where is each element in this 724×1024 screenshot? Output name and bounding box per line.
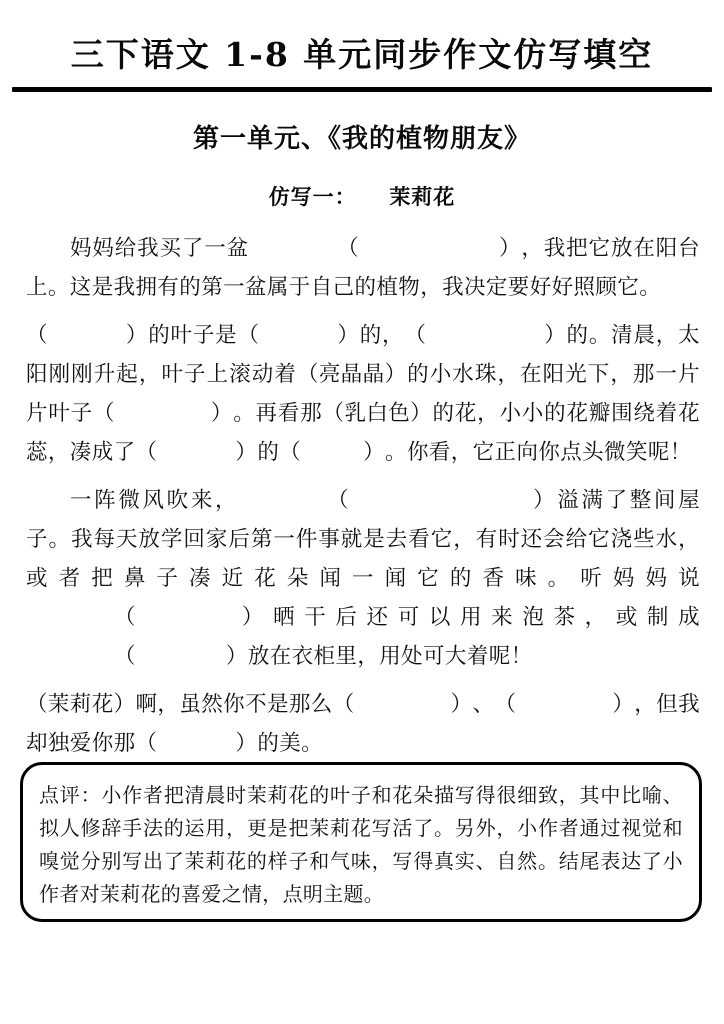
open-paren: （ bbox=[327, 488, 350, 514]
close-paren: ） bbox=[210, 401, 233, 427]
close-paren: ） bbox=[241, 605, 264, 631]
fill-in-blank[interactable] bbox=[239, 481, 555, 520]
open-paren: （ bbox=[322, 401, 345, 427]
fill-in-blank[interactable] bbox=[136, 433, 258, 472]
open-paren: （ bbox=[135, 440, 158, 466]
fill-in-blank[interactable] bbox=[26, 637, 248, 676]
fill-in-blank[interactable] bbox=[279, 433, 385, 472]
fill-in-blank[interactable] bbox=[237, 316, 359, 355]
open-paren: （ bbox=[494, 692, 517, 718]
paragraph-text: 妈妈给我买了一盆 bbox=[70, 236, 250, 262]
filled-answer bbox=[323, 394, 433, 433]
composition-body bbox=[26, 211, 700, 763]
title-divider bbox=[12, 87, 712, 92]
open-paren: （ bbox=[404, 323, 427, 349]
paragraph-text: ，但我却独爱你那 bbox=[26, 692, 700, 757]
page-title: 三下语文 1-8 单元同步作文仿写填空 bbox=[70, 35, 654, 74]
paragraph-text: 放在衣柜里，用处可大着呢！ bbox=[247, 644, 533, 670]
paragraph-text: 的， bbox=[359, 323, 405, 349]
open-paren: （ bbox=[296, 362, 319, 388]
open-paren: （ bbox=[337, 236, 359, 262]
comment-box bbox=[20, 762, 702, 922]
fill-in-blank[interactable] bbox=[333, 685, 473, 724]
open-paren: （ bbox=[135, 731, 158, 757]
close-paren: ） bbox=[235, 731, 258, 757]
exercise-topic: 茉莉花 bbox=[389, 184, 456, 210]
paragraph bbox=[26, 316, 700, 472]
paragraph-text: ，我把它放在阳台上。这是我拥有的第一盆属于自己的植物，我决定要好好照顾它。 bbox=[26, 236, 700, 301]
filled-answer-text: 亮晶晶 bbox=[318, 362, 385, 388]
filled-answer-text: 茉莉花 bbox=[47, 692, 114, 718]
paragraph-text: 的。清晨，太阳刚刚升起，叶子上滚动着 bbox=[26, 323, 700, 388]
paragraph-text: 一阵微风吹来， bbox=[70, 488, 240, 514]
close-paren: ） bbox=[225, 644, 248, 670]
fill-in-blank[interactable] bbox=[494, 685, 634, 724]
open-paren: （ bbox=[26, 692, 48, 718]
close-paren: ） bbox=[544, 323, 567, 349]
paragraph-text: 。再看那 bbox=[232, 401, 323, 427]
open-paren: （ bbox=[332, 692, 355, 718]
paragraph-text: 的叶子是 bbox=[147, 323, 238, 349]
comment-text: 点评：小作者把清晨时茉莉花的叶子和花朵描写得很细致，其中比喻、拟人修辞手法的运用，更是把茉莉花写活了。另外，小作者通过视觉和嗅觉分别写出了茉莉花的样子和气味，写得真实、自然。结尾表达了小作者对茉莉花的喜爱之情，点明主题。 bbox=[39, 783, 683, 906]
open-paren: （ bbox=[114, 605, 136, 631]
fill-in-blank[interactable] bbox=[404, 316, 566, 355]
open-paren: （ bbox=[26, 323, 48, 349]
close-paren: ） bbox=[450, 692, 473, 718]
fill-in-blank[interactable] bbox=[93, 394, 233, 433]
fill-in-blank[interactable] bbox=[136, 724, 258, 763]
close-paren: ） bbox=[410, 401, 433, 427]
open-paren: （ bbox=[237, 323, 260, 349]
exercise-label: 仿写一： bbox=[268, 184, 357, 210]
unit-heading: 第一单元、《我的植物朋友》 bbox=[192, 124, 531, 155]
close-paren: ） bbox=[499, 236, 521, 262]
paragraph-text: 啊，虽然你不是那么 bbox=[135, 692, 333, 718]
paragraph-text: 的 bbox=[257, 440, 280, 466]
paragraph bbox=[26, 685, 700, 763]
close-paren: ） bbox=[363, 440, 386, 466]
close-paren: ） bbox=[337, 323, 360, 349]
filled-answer bbox=[26, 685, 136, 724]
fill-in-blank[interactable] bbox=[26, 598, 264, 637]
masthead bbox=[0, 0, 724, 92]
paragraph-text: 的小水珠，在阳光下，那一片片叶子 bbox=[26, 362, 700, 427]
paragraph-text: 、 bbox=[472, 692, 495, 718]
open-paren: （ bbox=[279, 440, 302, 466]
fill-in-blank[interactable] bbox=[249, 229, 521, 268]
fill-in-blank[interactable] bbox=[26, 316, 148, 355]
filled-answer-text: 乳白色 bbox=[344, 401, 411, 427]
close-paren: ） bbox=[125, 323, 148, 349]
paragraph-text: 的花，小小的花瓣围绕着花蕊，凑成了 bbox=[26, 401, 700, 466]
open-paren: （ bbox=[92, 401, 115, 427]
close-paren: ） bbox=[384, 362, 407, 388]
paragraph bbox=[26, 481, 700, 676]
filled-answer bbox=[297, 355, 407, 394]
paragraph bbox=[26, 229, 700, 307]
exercise-heading bbox=[0, 181, 724, 211]
close-paren: ） bbox=[235, 440, 258, 466]
close-paren: ） bbox=[612, 692, 635, 718]
paragraph-text: 晒干后还可以用来泡茶，或制成 bbox=[263, 605, 700, 631]
paragraph-text: 溢满了整间屋子。我每天放学回家后第一件事就是去看它，有时还会给它浇些水，或者把鼻子凑近花朵闻一闻它的香味。听妈妈说 bbox=[26, 488, 700, 592]
open-paren: （ bbox=[114, 644, 136, 670]
paragraph-text: 的美。 bbox=[257, 731, 324, 757]
paragraph-text: 。你看，它正向你点头微笑呢！ bbox=[385, 440, 692, 466]
close-paren: ） bbox=[113, 692, 136, 718]
close-paren: ） bbox=[533, 488, 555, 514]
